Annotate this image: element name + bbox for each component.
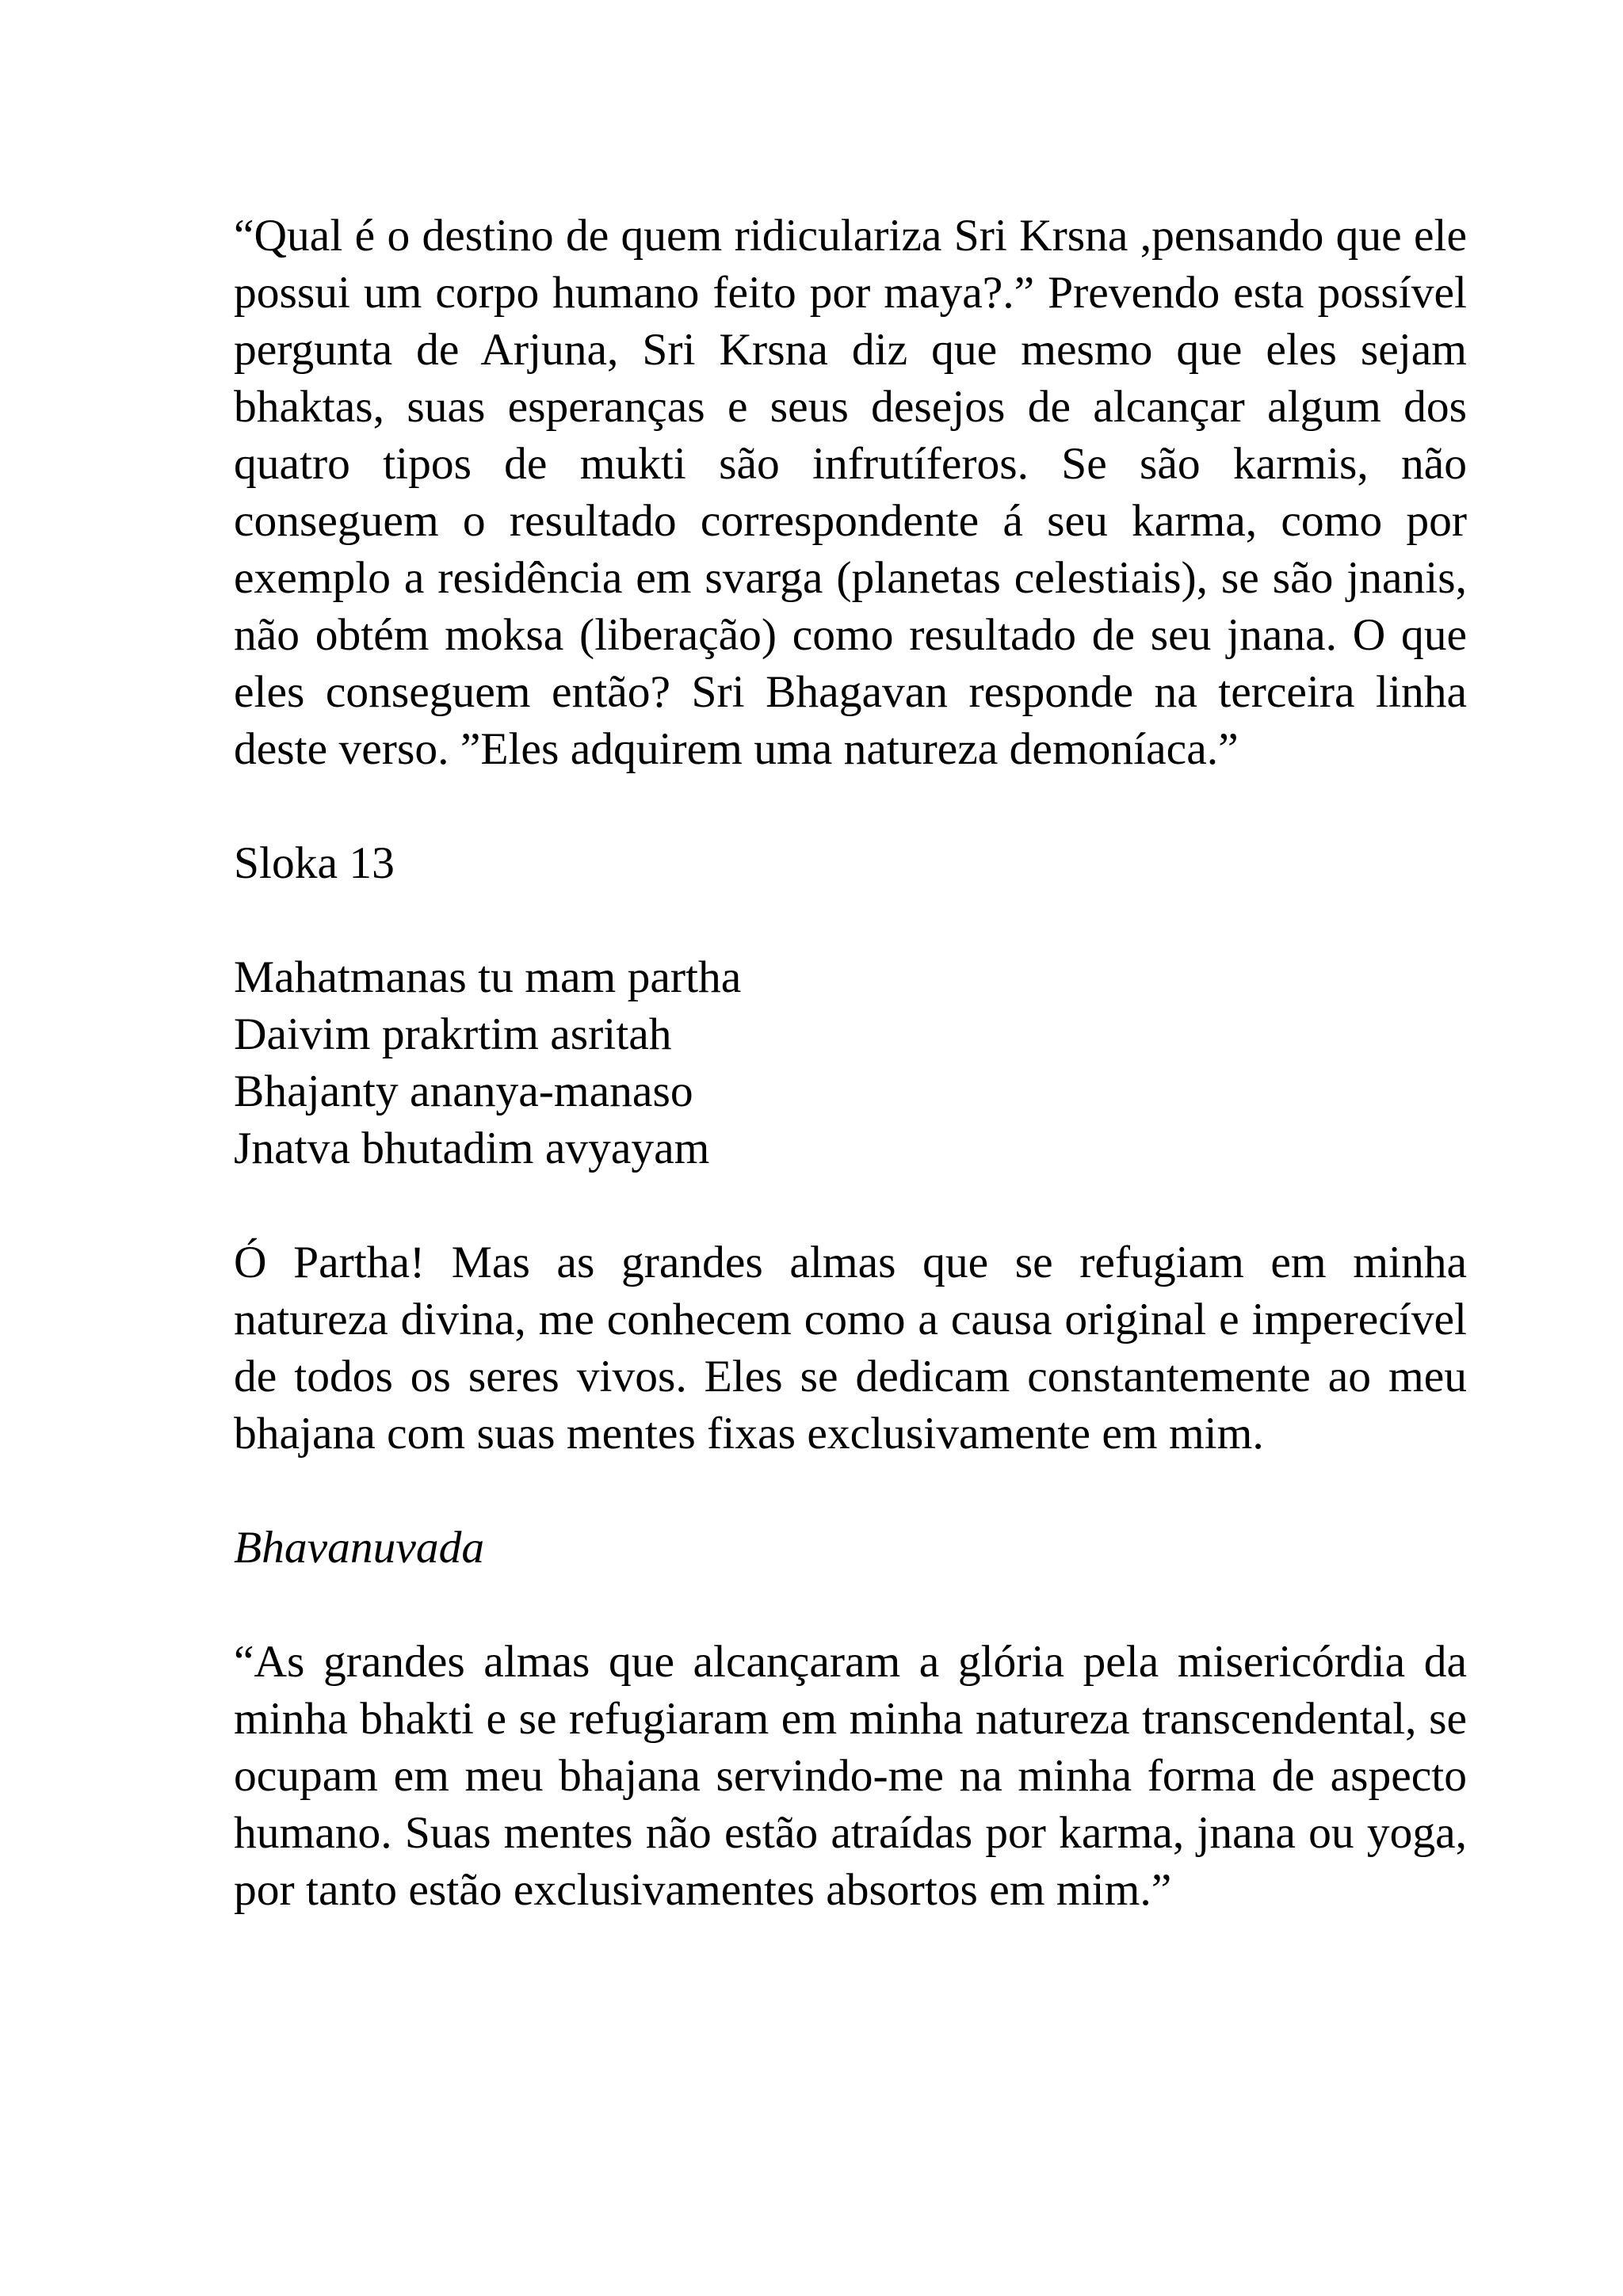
spacer: [234, 778, 1467, 835]
verse-line: Bhajanty ananya-manaso: [234, 1066, 693, 1116]
commentary-paragraph: “As grandes almas que alcançaram a glória pela misericórdia da minha bhakti e se refugiaram em minha natureza transcendental, se ocupam em meu bhajana servindo-me na minha forma de aspecto humano. Suas mentes não estão atraídas por karma, jnana ou yoga, por tanto estão exclusivamentes absortos em mim.”: [234, 1637, 1467, 1915]
spacer: [234, 1577, 1467, 1634]
translation-paragraph: Ó Partha! Mas as grandes almas que se refugiam em minha natureza divina, me conhecem como a causa original e imperecível de todos os seres vivos. Eles se dedicam constantemente ao meu bhajana com suas mentes fixas exclusivamente em mim.: [234, 1238, 1467, 1459]
verse-line: Mahatmanas tu mam partha: [234, 952, 742, 1002]
sloka-heading: Sloka 13: [234, 838, 395, 888]
commentary-heading: Bhavanuvada: [234, 1523, 485, 1573]
sanskrit-verse: [234, 949, 1467, 1177]
document-page: [234, 208, 1467, 1919]
verse-line: Daivim prakrtim asritah: [234, 1009, 672, 1059]
spacer: [234, 892, 1467, 949]
spacer: [234, 1463, 1467, 1520]
intro-paragraph: “Qual é o destino de quem ridiculariza Sri Krsna ,pensando que ele possui um corpo humano feito por maya?.” Prevendo esta possível pergunta de Arjuna, Sri Krsna diz que mesmo que eles sejam bhaktas, suas esperanças e seus desejos de alcançar algum dos quatro tipos de mukti são infrutíferos. Se são karmis, não conseguem o resultado correspondente á seu karma, como por exemplo a residência em svarga (planetas celestiais), se são jnanis, não obtém moksa (liberação) como resultado de seu jnana. O que eles conseguem então? Sri Bhagavan responde na terceira linha deste verso. ”Eles adquirem uma natureza demoníaca.”: [234, 211, 1467, 774]
verse-line: Jnatva bhutadim avyayam: [234, 1123, 710, 1173]
spacer: [234, 1177, 1467, 1234]
